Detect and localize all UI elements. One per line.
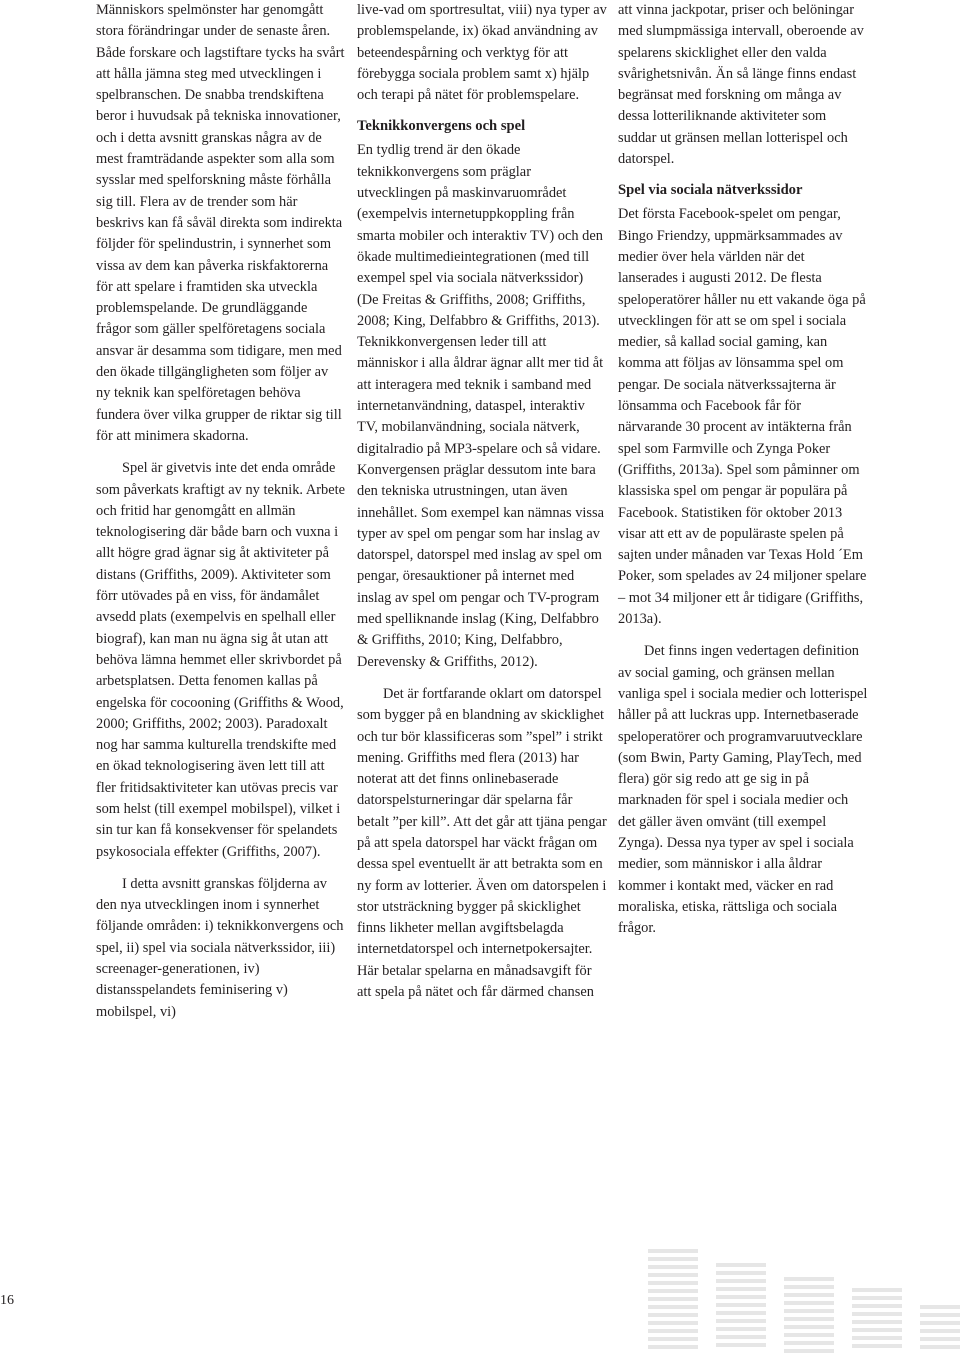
decor-stripe	[648, 1297, 698, 1301]
decor-stripe	[648, 1289, 698, 1293]
decor-stripe	[648, 1345, 698, 1349]
decor-stripe	[920, 1329, 960, 1333]
decorative-bars-graphic	[640, 1244, 960, 1353]
decor-stripe	[648, 1313, 698, 1317]
decor-stripe	[648, 1337, 698, 1341]
decor-stripe	[920, 1305, 960, 1309]
decor-stripe	[716, 1287, 766, 1291]
decor-stripe	[852, 1288, 902, 1292]
section-heading-spel-via-sociala-natverkssidor: Spel via sociala nätverkssidor	[618, 182, 803, 199]
decor-stripe	[784, 1349, 834, 1353]
paragraph: live-vad om sportresultat, viii) nya typer av problemspelande, ix) ökad användning av beteendespårning och verktyg för att förebygga sociala problem samt x) hjälp och terapi på nätet för problemspelare.	[357, 2, 607, 104]
decor-stripe	[784, 1285, 834, 1289]
decor-stripe	[852, 1312, 902, 1316]
decor-stripe	[648, 1321, 698, 1325]
decor-stripe	[784, 1309, 834, 1313]
decor-stripe	[784, 1341, 834, 1345]
paragraph: Det finns ingen vedertagen definition av social gaming, och gränsen mellan vanliga spel i sociala medier och lotterispel håller på att luckras upp. Internetbaserade speloperatörer och programvaruutvecklare (som Bwin, Party Gaming, PlayTech, med flera) gör sig redo att ge sig in på marknaden för spel i sociala medier och det gäller även omvänt (till exempel Zynga). Dessa nya typer av spel i sociala medier, som människor i alla åldrar kommer i kontakt med, väcker en rad moraliska, etiska, rättsliga och sociala frågor.	[618, 643, 868, 937]
decor-stripe	[852, 1336, 902, 1340]
decor-stripe	[784, 1277, 834, 1281]
decor-stripe	[648, 1249, 698, 1253]
text-column-1	[96, 0, 346, 1023]
paragraph: En tydlig trend är den ökade teknikkonvergens som präglar utvecklingen på maskinvaruområdet (exempelvis internetuppkoppling från smarta mobiler och interaktiv TV) och den ökade multimedieintegrationen (med till exempel spel via sociala nätverkssidor) (De Freitas & Griffiths, 2008; Griffiths, 2008; King, Delfabbro & Griffiths, 2013). Teknikkonvergensen leder till att människor i alla åldrar ägnar allt mer tid åt att interagera med teknik i samband med internetanvändning, dataspel, interaktiv TV, mobilanvändning, sociala nätverk, digitalradio på MP3-spelare och så vidare. Konvergensen präglar dessutom inte bara den tekniska utrustningen, utan även innehållet. Som exempel kan nämnas vissa typer av spel om pengar som har inslag av datorspel, datorspel med inslag av spel om pengar, öresauktioner på internet med inslag av spel om pengar och TV-program med spelliknande inslag (King, Delfabbro & Griffiths, 2010; King, Delfabbro, Derevensky & Griffiths, 2012).	[357, 142, 604, 670]
decor-stripe	[648, 1281, 698, 1285]
paragraph: Människors spelmönster har genomgått stora förändringar under de senaste åren. Både forskare och lagstiftare tycks ha svårt att hålla jämna steg med utvecklingen i spelbranschen. De snabba trendskiftena beror i huvudsak på tekniska innovationer, och i detta avsnitt granskas några av de mest framträdande aspekter som alla som sysslar med spelforskning måste förhålla sig till. Flera av de trender som här beskrivs kan få såväl direkta som indirekta följder för spelindustrin, i synnerhet som vissa av dem kan påverka riskfaktorerna för att spelare i framtiden ska utveckla problemspelande. De grundläggande frågor som gäller spelföretagens sociala ansvar är desamma som tidigare, men med den ökade tillgängligheten som följer av ny teknik kan spelföretagen behöva fundera över vilka grupper de riktar sig till för att minimera skadorna.	[96, 2, 345, 444]
decor-stripe	[716, 1279, 766, 1283]
decor-stripe	[716, 1303, 766, 1307]
decor-stripe	[920, 1321, 960, 1325]
decor-stripe	[648, 1305, 698, 1309]
decor-stripe	[784, 1293, 834, 1297]
text-column-2	[357, 0, 607, 1003]
decor-stripe	[852, 1304, 902, 1308]
text-column-3	[618, 0, 868, 939]
decor-stripe	[716, 1343, 766, 1347]
paragraph: Det är fortfarande oklart om datorspel som bygger på en blandning av skicklighet och tur bör klassificeras som ”spel” i strikt mening. Griffiths med flera (2013) har noterat att det finns onlinebaserade datorspelsturneringar där spelarna får betalt ”per kill”. Att det går att tjäna pengar på att spela datorspel har väckt frågan om dessa spel eventuellt är att betrakta som en ny form av lotterier. Även om datorspelen i stor utsträckning bygger på skicklighet finns likheter mellan avgiftsbelagda internetdatorspel och internetpokersajter. Här betalar spelarna en månadsavgift för att spela på nätet och får därmed chansen	[357, 685, 607, 1001]
decor-stripe	[920, 1337, 960, 1341]
decor-stripe	[784, 1301, 834, 1305]
decor-stripe	[716, 1263, 766, 1267]
section-heading-teknikkonvergens: Teknikkonvergens och spel	[357, 118, 526, 135]
paragraph: Spel är givetvis inte det enda område som påverkats kraftigt av ny teknik. Arbete och fritid har genomgått en allmän teknologisering där både barn och vuxna i allt högre grad ägnar sig åt aktiviteter på distans (Griffiths, 2009). Aktiviteter som förr utövades på en viss, för ändamålet avsedd plats (exempelvis en spelhall eller biograf), kan man nu ägna sig åt utan att behöva lämna hemmet eller skrivbordet på arbetsplatsen. Detta fenomen kallas på engelska för cocooning (Griffiths & Wood, 2000; Griffiths, 2002; 2003). Paradoxalt nog har samma kulturella trendskifte med en ökad teknologisering även lett till att fler fritidsaktiviteter kan utövas precis var som helst (till exempel mobilspel), vilket i sin tur kan få konsekvenser för spelandets psykosociala effekter (Griffiths, 2007).	[96, 460, 345, 860]
decor-stripe	[852, 1296, 902, 1300]
decor-stripe	[784, 1325, 834, 1329]
decor-stripe	[920, 1345, 960, 1349]
paragraph: att vinna jackpotar, priser och belöningar med slumpmässiga intervall, oberoende av spelarens skicklighet eller den valda svårighetsnivån. Än så länge finns endast begränsat med forskning om många av dessa lotteriliknande aktiviteter som suddar ut gränsen mellan lotterispel och datorspel.	[618, 2, 864, 168]
paragraph: Det första Facebook-spelet om pengar, Bingo Friendzy, uppmärksammades av medier över hela världen när det lanserades i augusti 2012. De flesta speloperatörer håller nu ett vakande öga på utvecklingen för att se om spel i sociala medier, så kallad social gaming, kan komma att följas av lönsamma spel om pengar. De sociala nätverkssajterna är lönsamma och Facebook får för närvarande 30 procent av intäkterna från spel som Farmville och Zynga Poker (Griffiths, 2013a). Spel som påminner om klassiska spel om pengar är populära på Facebook. Statistiken för oktober 2013 visar att ett av de populäraste spelen på sajten under månaden var Texas Hold ´Em Poker, som spelades av 24 miljoner spelare – mot 34 miljoner ett år tidigare (Griffiths, 2013a).	[618, 206, 867, 628]
decor-stripe	[648, 1273, 698, 1277]
decor-stripe	[716, 1327, 766, 1331]
decor-stripe	[648, 1265, 698, 1269]
decor-stripe	[920, 1313, 960, 1317]
decor-stripe	[784, 1333, 834, 1337]
decor-stripe	[716, 1295, 766, 1299]
page-number: 16	[0, 1293, 14, 1308]
decor-stripe	[852, 1320, 902, 1324]
decor-stripe	[716, 1335, 766, 1339]
paragraph: I detta avsnitt granskas följderna av den nya utvecklingen inom i synnerhet följande områden: i) teknikkonvergens och spel, ii) spel via sociala nätverkssidor, iii) screenager-generationen, iv) distansspelandets feminisering v) mobilspel, vi)	[96, 875, 344, 1020]
decor-stripe	[852, 1344, 902, 1348]
decor-stripe	[784, 1317, 834, 1321]
decor-stripe	[716, 1311, 766, 1315]
decor-stripe	[648, 1257, 698, 1261]
decor-stripe	[852, 1328, 902, 1332]
decor-stripe	[716, 1319, 766, 1323]
decor-stripe	[716, 1271, 766, 1275]
decor-stripe	[648, 1329, 698, 1333]
